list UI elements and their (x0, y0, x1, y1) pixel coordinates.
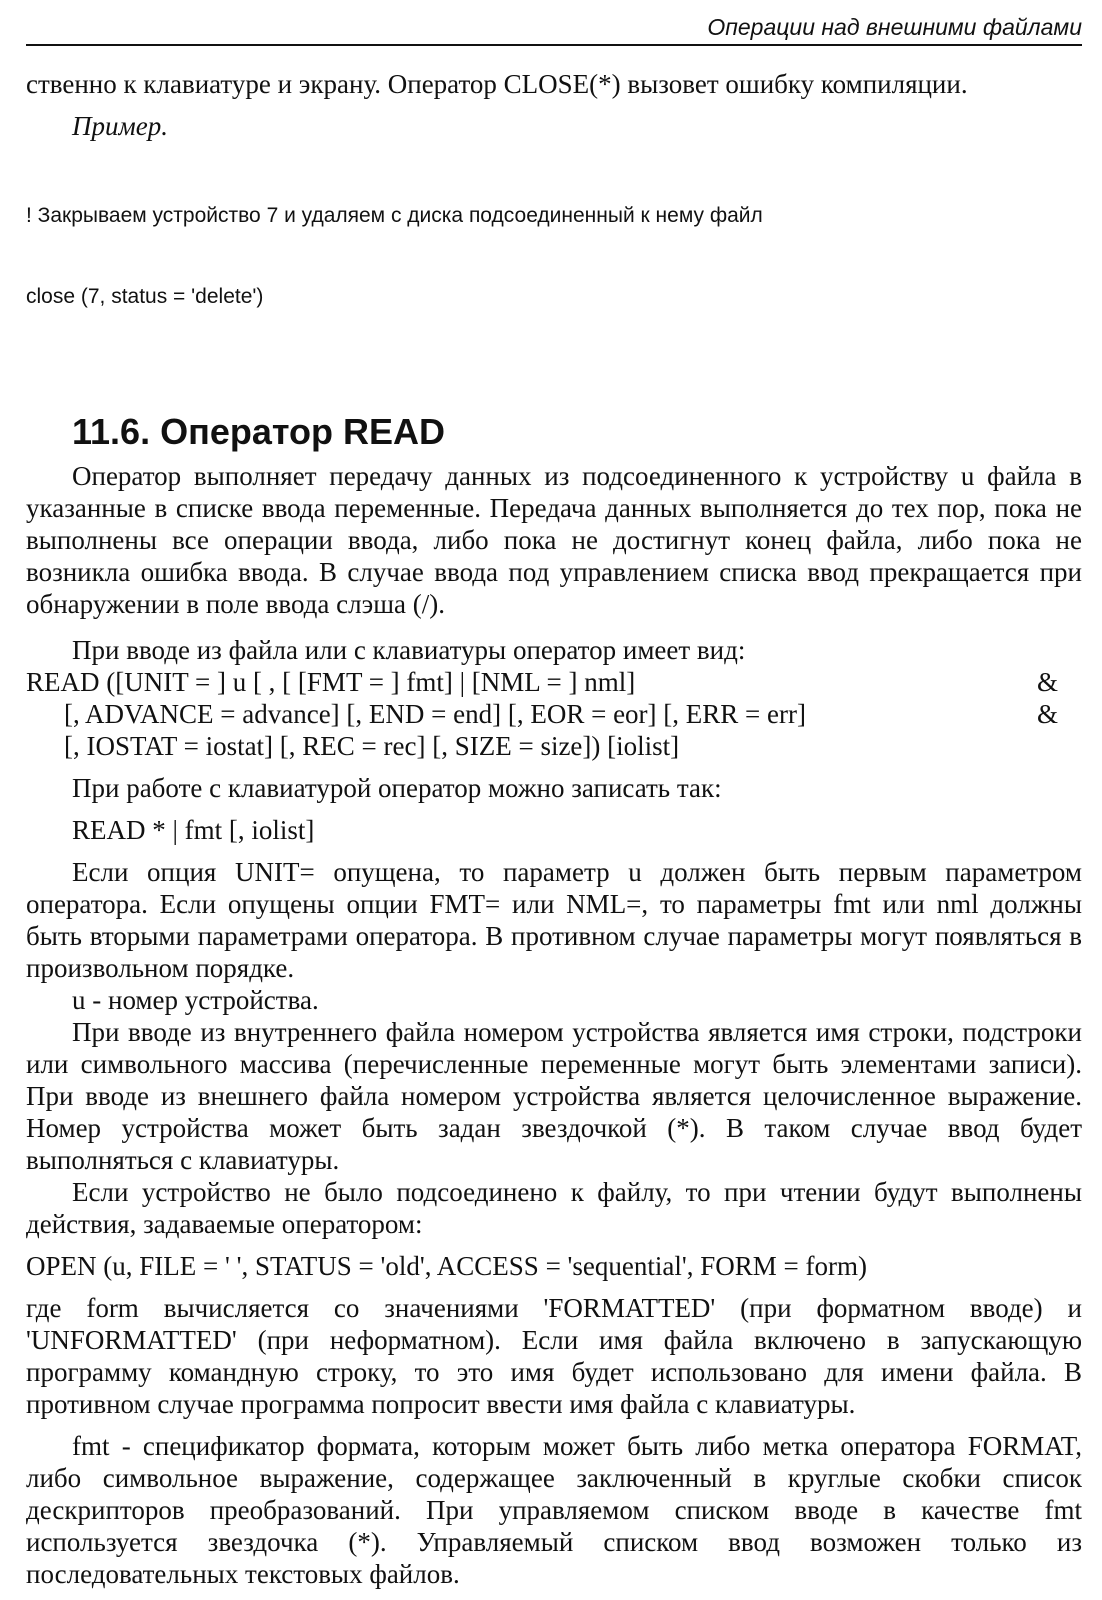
read-syntax-block (26, 666, 1082, 762)
running-header: Операции над внешними файлами (707, 14, 1082, 40)
paragraph-keyboard-form: При работе с клавиатурой оператор можно записать так: (72, 773, 722, 803)
paragraph-form-value: где form вычисляется со значениями 'FORMATTED' (при форматном вводе) и 'UNFORMATTED' (при неформатном). Если имя файла включено в запускающую программу командную строку, то это имя будет использовано для имени файла. В противном случае программа попросит ввести имя файла с клавиатуры. (26, 1293, 1082, 1419)
header-rule (26, 44, 1082, 46)
paragraph-read-description: Оператор выполняет передачу данных из подсоединенного к устройству u файла в указанные в списке ввода переменные. Передача данных выполняется до тех пор, пока не выполнены все операции ввода, либо пока не достигнут конец файла, либо пока не возникла ошибка ввода. В случае ввода под управлением списка ввод прекращается при обнаружении в поле ввода слэша (/). (26, 461, 1082, 619)
syntax-line-2-text: [, ADVANCE = advance] [, END = end] [, EOR = eor] [, ERR = err] (64, 699, 806, 729)
paragraph-unit-number: При вводе из внутреннего файла номером устройства является имя строки, подстроки или символьного массива (перечисленные переменные могут быть элементами записи). При вводе из внешнего файла номером устройства является целочисленное выражение. Номер устройства может быть задан звездочкой (*). В таком случае ввод будет выполняться с клавиатуры. (26, 1017, 1082, 1175)
continuation-mark-2: & (1036, 699, 1058, 729)
syntax-line-1-text: READ ([UNIT = ] u [ , [ [FMT = ] fmt] | [NML = ] nml] (26, 667, 636, 697)
open-statement: OPEN (u, FILE = ' ', STATUS = 'old', ACCESS = 'sequential', FORM = form) (26, 1251, 867, 1281)
code-example (26, 148, 1082, 364)
example-label: Пример. (72, 111, 168, 141)
paragraph-syntax-intro: При вводе из файла или с клавиатуры оператор имеет вид: (72, 635, 746, 665)
book-page (26, 0, 1082, 1600)
continuation-mark-1: & (1036, 667, 1058, 697)
syntax-line-3: [, IOSTAT = iostat] [, REC = rec] [, SIZE = size]) [iolist] (64, 731, 680, 761)
section-heading: 11.6. Оператор READ (72, 411, 446, 452)
paragraph-fmt-specifier: fmt - спецификатор формата, которым может быть либо метка оператора FORMAT, либо символьное выражение, содержащее заключенный в круглые скобки список дескрипторов преобразований. При управляемом списком вводе в качестве fmt используется звездочка (*). Управляемый списком ввод возможен только из последовательных текстовых файлов. (26, 1431, 1082, 1589)
paragraph-unit-option: Если опция UNIT= опущена, то параметр u должен быть первым параметром оператора. Если опущены опции FMT= или NML=, то параметры fmt или nml должны быть вторыми параметрами оператора. В противном случае параметры могут появляться в произвольном порядке. (26, 857, 1082, 983)
syntax-line-1 (26, 666, 1082, 698)
code-line-comment: ! Закрываем устройство 7 и удаляем с диска подсоединенный к нему файл (26, 204, 763, 227)
page-body (26, 68, 1082, 1590)
syntax-line-2 (26, 698, 1082, 730)
code-line-close: close (7, status = 'delete') (26, 285, 264, 308)
paragraph-u-definition: u - номер устройства. (72, 985, 319, 1015)
paragraph-unconnected-unit: Если устройство не было подсоединено к файлу, то при чтении будут выполнены действия, задаваемые оператором: (26, 1177, 1082, 1239)
intro-paragraph: ственно к клавиатуре и экрану. Оператор CLOSE(*) вызовет ошибку компиляции. (26, 69, 968, 99)
syntax-short-form: READ * | fmt [, iolist] (72, 815, 315, 845)
